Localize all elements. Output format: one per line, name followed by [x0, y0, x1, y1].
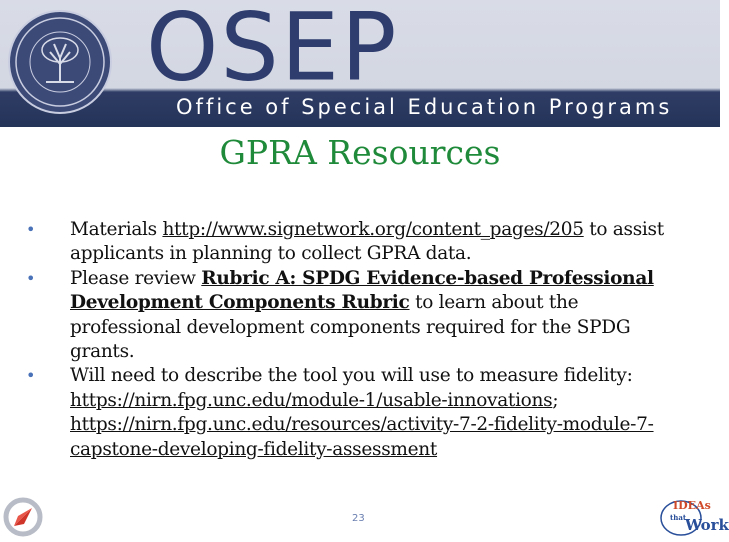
bullet-text: Please review [70, 267, 202, 289]
logo-line3: Work [685, 516, 729, 534]
bullet-icon: • [26, 268, 36, 288]
bullet-item [26, 218, 686, 267]
header-banner [0, 0, 720, 127]
fidelity-assessment-link[interactable]: https://nirn.fpg.unc.edu/resources/activity-7-2-fidelity-module-7-capstone-developing-fidelity-assessment [70, 414, 654, 460]
ideas-that-work-logo [657, 498, 729, 538]
bullet-icon: • [26, 366, 36, 386]
osep-tagline: Office of Special Education Programs [176, 95, 673, 119]
bullet-item [26, 364, 686, 462]
bullet-item [26, 267, 686, 365]
logo-line2: that [670, 513, 687, 522]
bullet-text: Materials [70, 219, 163, 240]
page-number: 23 [352, 513, 365, 524]
bullet-list [26, 218, 686, 462]
bullet-text: to assist applicants in planning to collect GPRA data. [70, 219, 664, 265]
slide-title: GPRA Resources [219, 133, 501, 172]
bullet-text: Will need to describe the tool you will use to measure fidelity: [70, 365, 633, 387]
compass-logo-icon [2, 496, 44, 538]
rubric-a-link[interactable]: Rubric A: SPDG Evidence-based Professional Development Components Rubric [70, 267, 654, 314]
logo-line1: IDEAs [673, 499, 711, 512]
signetwork-link[interactable]: http://www.signetwork.org/content_pages/205 [162, 219, 584, 240]
osep-logo-text: OSEP [146, 0, 399, 103]
bullet-icon: • [26, 220, 36, 239]
link-separator: ; [552, 389, 559, 411]
department-seal-icon [8, 10, 112, 114]
usable-innovations-link[interactable]: https://nirn.fpg.unc.edu/module-1/usable-innovations [70, 389, 553, 411]
bullet-text: to learn about the professional development components required for the SPDG grants. [70, 292, 631, 363]
